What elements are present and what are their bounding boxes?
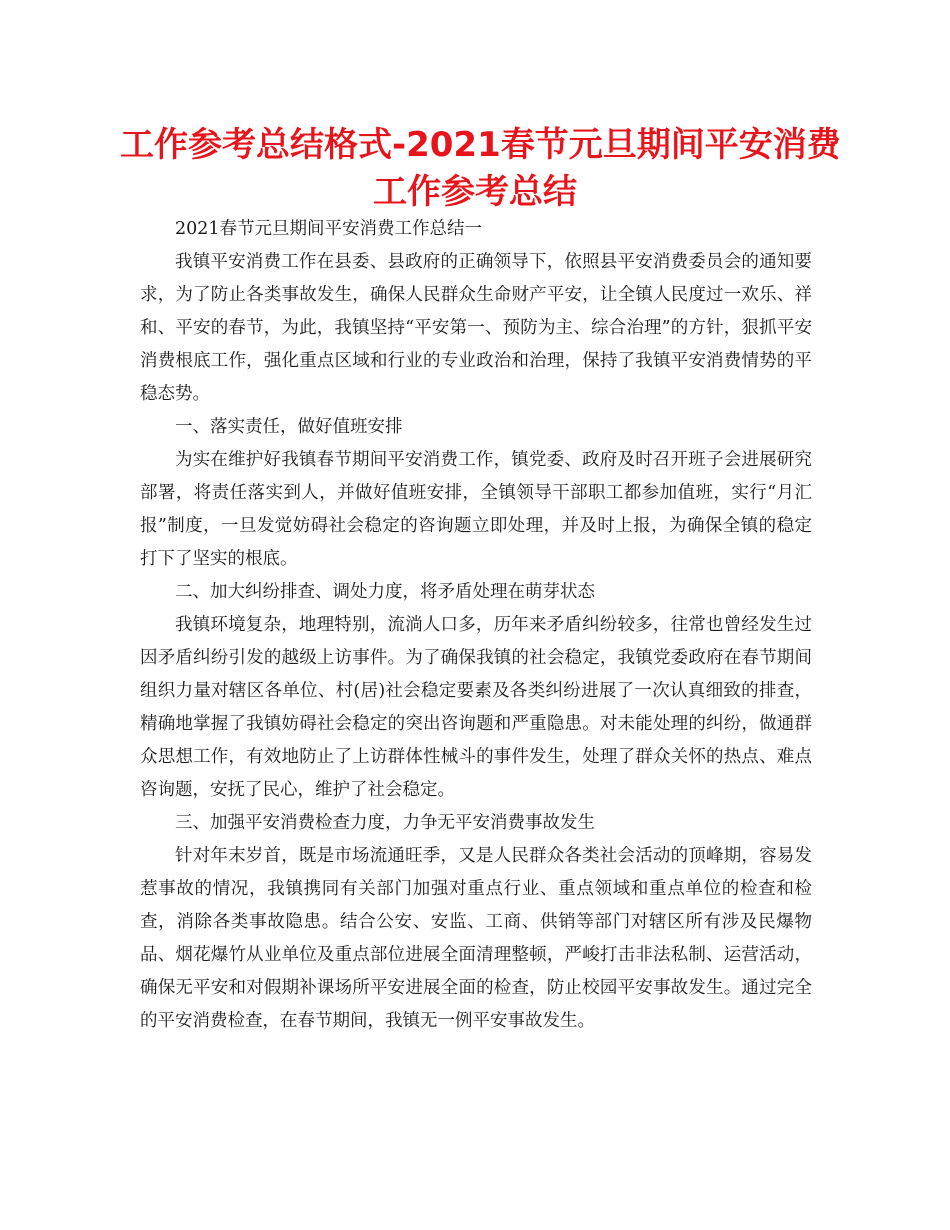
section-paragraph-1: 为实在维护好我镇春节期间平安消费工作，镇党委、政府及时召开班子会进展研究部署，将责任落实到人，并做好值班安排，全镇领导干部职工都参加值班，实行“月汇报”制度，一旦发觉妨碍社会稳定的咨询题立即处理，并及时上报，为确保全镇的稳定打下了坚实的根底。 xyxy=(140,450,812,569)
section-heading-3: 三、加强平安消费检查力度，力争无平安消费事故发生 xyxy=(175,813,595,833)
document-title-line-1: 工作参考总结格式-2021春节元旦期间平安消费 xyxy=(120,125,841,165)
document-title-line-2: 工作参考总结 xyxy=(373,172,577,212)
section-paragraph-3: 针对年末岁首，既是市场流通旺季，又是人民群众各类社会活动的顶峰期，容易发惹事故的情况，我镇携同有关部门加强对重点行业、重点领域和重点单位的检查和检查，消除各类事故隐患。结合公安、安监、工商、供销等部门对辖区所有涉及民爆物品、烟花爆竹从业单位及重点部位进展全面清理整顿，严峻打击非法私制、运营活动，确保无平安和对假期补课场所平安进展全面的检查，防止校园平安事故发生。通过完全的平安消费检查，在春节期间，我镇无一例平安事故发生。 xyxy=(140,846,812,1031)
section-heading-1: 一、落实责任，做好值班安排 xyxy=(175,417,403,437)
section-heading-2: 二、加大纠纷排查、调处力度，将矛盾处理在萌芽状态 xyxy=(175,582,595,602)
subtitle-paragraph: 2021春节元旦期间平安消费工作总结一 xyxy=(175,219,483,239)
section-paragraph-2: 我镇环境复杂，地理特别，流淌人口多，历年来矛盾纠纷较多，往常也曾经发生过因矛盾纠纷引发的越级上访事件。为了确保我镇的社会稳定，我镇党委政府在春节期间组织力量对辖区各单位、村(居)社会稳定要素及各类纠纷进展了一次认真细致的排查，精确地掌握了我镇妨碍社会稳定的突出咨询题和严重隐患。对未能处理的纠纷，做通群众思想工作，有效地防止了上访群体性械斗的事件发生，处理了群众关怀的热点、难点咨询题，安抚了民心，维护了社会稳定。 xyxy=(140,615,812,800)
document-body xyxy=(140,213,812,1038)
intro-paragraph: 我镇平安消费工作在县委、县政府的正确领导下，依照县平安消费委员会的通知要求，为了防止各类事故发生，确保人民群众生命财产平安，让全镇人民度过一欢乐、祥和、平安的春节，为此，我镇坚持“平安第一、预防为主、综合治理”的方针，狠抓平安消费根底工作，强化重点区域和行业的专业政治和治理，保持了我镇平安消费情势的平稳态势。 xyxy=(140,252,812,404)
